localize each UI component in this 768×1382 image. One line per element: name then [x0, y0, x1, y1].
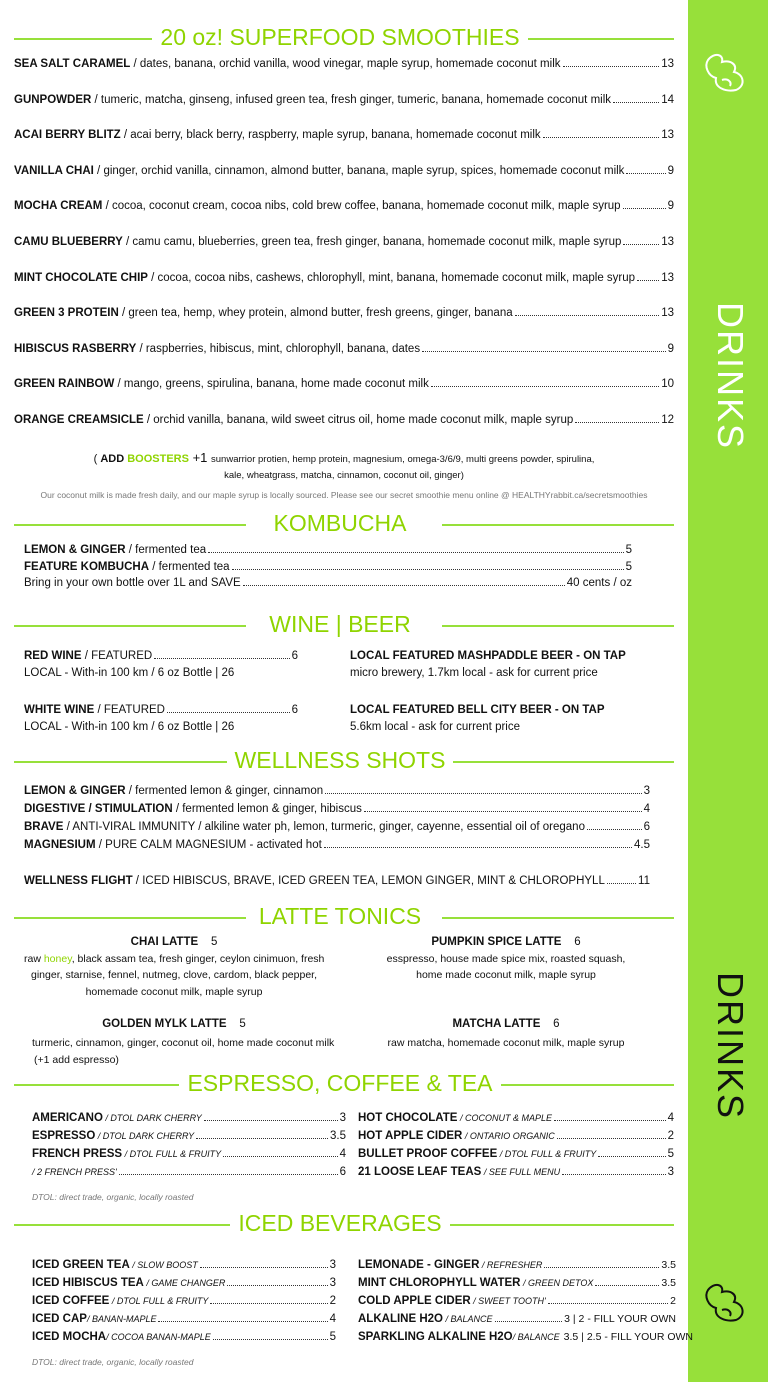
item-name: FEATURE KOMBUCHA [24, 560, 150, 573]
item-price: 5 [329, 1331, 336, 1343]
item-price: 9 [667, 164, 674, 177]
item-price: 4 [329, 1313, 336, 1325]
item-name: COLD APPLE CIDER [358, 1295, 471, 1307]
item-description: / fermented tea [125, 544, 207, 556]
white-wine-row: WHITE WINE / FEATURED 6 [24, 704, 298, 716]
pumpkin-latte-desc-1: esspresso, house made spice mix, roasted squash, [386, 953, 626, 965]
item-name: GUNPOWDER [14, 93, 92, 106]
item-description: / fermented lemon & ginger, cinnamon [125, 785, 324, 797]
wellness-flight-row: WELLNESS FLIGHT / ICED HIBISCUS, BRAVE, ICED GREEN TEA, LEMON GINGER, MINT & CHLOROPHYLL 11 [24, 875, 650, 887]
menu-item-row [358, 1312, 676, 1326]
item-description: / DTOL DARK CHERRY [95, 1131, 195, 1141]
item-price: 5 [625, 560, 632, 573]
item-price: 14 [661, 93, 674, 106]
iced-note: DTOL: direct trade, organic, locally roasted [32, 1357, 194, 1367]
red-wine-sub: LOCAL - With-in 100 km / 6 oz Bottle | 26 [24, 667, 235, 679]
menu-item-row [14, 271, 674, 285]
menu-item-row [14, 342, 674, 356]
item-description: / green tea, hemp, whey protein, almond butter, fresh greens, ginger, banana [118, 307, 513, 320]
item-description: / GAME CHANGER [143, 1278, 226, 1288]
item-price: 3 [667, 1166, 674, 1178]
item-price: 9 [667, 342, 674, 355]
rabbit-logo-icon [700, 50, 752, 94]
menu-item-row [32, 1129, 346, 1143]
menu-item-row [358, 1147, 674, 1161]
menu-item-row [32, 1258, 336, 1272]
item-price: 12 [661, 414, 674, 426]
beer-1-sub: micro brewery, 1.7km local - ask for current price [350, 667, 598, 679]
item-price: 6 [643, 821, 650, 833]
item-price: 3 [643, 785, 650, 797]
item-price: 13 [661, 129, 674, 142]
menu-item-row [32, 1330, 336, 1344]
golden-latte-desc-1: turmeric, cinnamon, ginger, coconut oil, home made coconut milk [32, 1037, 335, 1049]
golden-latte-title: GOLDEN MYLK LATTE 5 [102, 1018, 246, 1030]
item-price: 10 [661, 378, 674, 391]
white-wine-sub: LOCAL - With-in 100 km / 6 oz Bottle | 26 [24, 721, 235, 733]
item-price: 3.5 | 2.5 - FILL YOUR OWN [563, 1331, 694, 1343]
item-name: BULLET PROOF COFFEE [358, 1148, 498, 1160]
item-description: / camu camu, blueberries, green tea, fresh ginger, banana, homemade coconut milk, maple syrup [122, 236, 622, 248]
item-price: 5 [625, 544, 632, 556]
item-description: / fermented tea [149, 560, 230, 573]
item-price: 13 [661, 58, 674, 70]
item-description: / fermented lemon & ginger, hibiscus [172, 803, 362, 815]
menu-item-row [24, 838, 650, 852]
chai-latte-desc-3: homemade coconut milk, maple syrup [85, 986, 263, 998]
item-description: / 2 FRENCH PRESS' [32, 1167, 117, 1177]
item-name: VANILLA CHAI [14, 164, 94, 177]
sidebar [688, 0, 768, 1382]
item-name: BRAVE [24, 821, 64, 833]
boosters-line: ( ADD BOOSTERS +1 sunwarrior protien, hemp protein, magnesium, omega-3/6/9, multi greens powder, spirulina, [93, 450, 595, 465]
item-name: GREEN 3 PROTEIN [14, 307, 119, 320]
menu-item-row [32, 1165, 346, 1179]
item-name: DIGESTIVE / STIMULATION [24, 803, 173, 815]
pumpkin-latte-desc-2: home made coconut milk, maple syrup [416, 969, 596, 981]
section-heading-coffee: ESPRESSO, COFFEE & TEA [0, 1070, 680, 1097]
menu-item-row [32, 1111, 346, 1125]
menu-item-row [32, 1276, 336, 1290]
menu-item-row [14, 57, 674, 71]
item-price: 3.5 [661, 1277, 676, 1289]
menu-item-row [358, 1330, 694, 1344]
item-name: ICED CAP [32, 1313, 87, 1325]
item-description: / tumeric, matcha, ginseng, infused green tea, fresh ginger, tumeric, banana, homemade coconut milk [91, 93, 612, 106]
item-name: ESPRESSO [32, 1130, 96, 1142]
menu-item-row [358, 1276, 676, 1290]
item-price: 13 [661, 236, 674, 248]
section-heading-smoothies: 20 oz! SUPERFOOD SMOOTHIES [0, 24, 680, 51]
item-name: MAGNESIUM [24, 839, 96, 851]
menu-item-row [24, 820, 650, 834]
item-description: / DTOL FULL & FRUITY [109, 1296, 209, 1306]
item-description: / PURE CALM MAGNESIUM - activated hot [95, 839, 322, 851]
item-name: ORANGE CREAMSICLE [14, 414, 144, 426]
menu-item-row [14, 306, 674, 320]
section-heading-wine-beer: WINE | BEER [0, 611, 680, 638]
section-heading-kombucha: KOMBUCHA [0, 510, 680, 537]
item-price: 3.5 [661, 1259, 676, 1271]
item-description: / REFRESHER [479, 1260, 543, 1270]
menu-item-row [14, 235, 674, 249]
item-name: ICED HIBISCUS TEA [32, 1277, 144, 1289]
item-price: 3.5 [330, 1130, 346, 1142]
item-price: 3 [329, 1259, 336, 1271]
menu-item-row [24, 543, 632, 557]
item-price: 2 [329, 1295, 336, 1307]
item-description: / SWEET TOOTH' [470, 1296, 546, 1306]
item-price: 2 [667, 1130, 674, 1142]
item-price: 4 [667, 1112, 674, 1124]
menu-item-row [358, 1165, 674, 1179]
item-price: 3 | 2 - FILL YOUR OWN [564, 1313, 676, 1325]
item-description: / DTOL DARK CHERRY [102, 1113, 202, 1123]
menu-item-row [14, 128, 674, 142]
menu-item-row [14, 413, 674, 427]
menu-item-row [24, 560, 632, 574]
item-name: SEA SALT CARAMEL [14, 58, 131, 70]
item-name: HOT CHOCOLATE [358, 1112, 458, 1124]
item-description: / BALANCE [442, 1314, 493, 1324]
item-description: / SLOW BOOST [129, 1260, 198, 1270]
item-description: / cocoa, cocoa nibs, cashews, chlorophyll, mint, banana, homemade coconut milk, maple syrup [147, 271, 636, 284]
item-name: ALKALINE H2O [358, 1313, 443, 1325]
smoothie-footnote: Our coconut milk is made fresh daily, and our maple syrup is locally sourced. Please see our secret smoothie menu online @ HEALTHYrabbit.ca/secretsmoothies [40, 490, 648, 500]
item-name: SPARKLING ALKALINE H2O [358, 1331, 513, 1343]
menu-item-row [14, 164, 674, 178]
item-description: / dates, banana, orchid vanilla, wood vinegar, maple syrup, homemade coconut milk [130, 58, 561, 70]
item-name: LEMONADE - GINGER [358, 1259, 480, 1271]
item-description: / SEE FULL MENU [481, 1167, 561, 1177]
pumpkin-latte-title: PUMPKIN SPICE LATTE 6 [431, 936, 581, 948]
item-price: 2 [670, 1295, 676, 1307]
item-price: 5 [667, 1148, 674, 1160]
item-name: MINT CHOCOLATE CHIP [14, 271, 148, 284]
item-name: ICED COFFEE [32, 1295, 110, 1307]
item-price: 3 [339, 1112, 346, 1124]
item-price: 13 [661, 307, 674, 320]
item-name: FRENCH PRESS [32, 1148, 123, 1160]
item-description: / COCONUT & MAPLE [457, 1113, 552, 1123]
section-heading-latte-tonics: LATTE TONICS [0, 903, 680, 930]
item-price: 3 [329, 1277, 336, 1289]
beer-2-sub: 5.6km local - ask for current price [350, 721, 521, 733]
item-description: Bring in your own bottle over 1L and SAVE [24, 577, 241, 589]
item-description: / DTOL FULL & FRUITY [497, 1149, 597, 1159]
menu-item-row [14, 93, 674, 107]
menu-item-row [32, 1294, 336, 1308]
red-wine-row: RED WINE / FEATURED 6 [24, 650, 298, 662]
rabbit-logo-icon [700, 1280, 752, 1324]
item-description: / DTOL FULL & FRUITY [122, 1149, 222, 1159]
menu-item-row [24, 576, 632, 590]
matcha-latte-desc-1: raw matcha, homemade coconut milk, maple syrup [387, 1037, 625, 1049]
beer-2-name: LOCAL FEATURED BELL CITY BEER - ON TAP [350, 704, 605, 716]
item-description: / ONTARIO ORGANIC [462, 1131, 555, 1141]
item-description: / mango, greens, spirulina, banana, home made coconut milk [114, 378, 429, 391]
item-name: LEMON & GINGER [24, 785, 126, 797]
item-price: 9 [667, 200, 674, 213]
chai-latte-title: CHAI LATTE 5 [130, 936, 218, 948]
item-name: HOT APPLE CIDER [358, 1130, 463, 1142]
item-name: LEMON & GINGER [24, 544, 126, 556]
menu-item-row [14, 199, 674, 213]
item-price: 40 cents / oz [566, 577, 632, 589]
menu-item-row [358, 1294, 676, 1308]
item-description: / ANTI-VIRAL IMMUNITY / alkiline water ph, lemon, turmeric, ginger, cayenne, essential oil of oregano [63, 821, 585, 833]
item-description: / GREEN DETOX [520, 1278, 594, 1288]
sidebar-label-bottom: DRINKS [710, 971, 751, 1121]
item-name: AMERICANO [32, 1112, 103, 1124]
item-price: 4 [339, 1148, 346, 1160]
item-name: ACAI BERRY BLITZ [14, 129, 121, 142]
menu-item-row [24, 784, 650, 798]
chai-latte-desc-2: ginger, starnise, fennel, nutmeg, clove, cardom, black pepper, [31, 969, 317, 981]
menu-item-row [358, 1129, 674, 1143]
section-heading-wellness-shots: WELLNESS SHOTS [0, 747, 680, 774]
sidebar-label-top: DRINKS [710, 301, 751, 451]
item-name: 21 LOOSE LEAF TEAS [358, 1166, 482, 1178]
menu-item-row [32, 1147, 346, 1161]
item-description: / BANAN-MAPLE [86, 1314, 157, 1324]
item-description: / orchid vanilla, banana, wild sweet citrus oil, home made coconut milk, maple syrup [143, 414, 574, 426]
menu-item-row [358, 1111, 674, 1125]
item-name: MOCHA CREAM [14, 200, 103, 213]
item-name: ICED MOCHA [32, 1331, 107, 1343]
item-description: / COCOA BANAN-MAPLE [106, 1332, 211, 1342]
coffee-note: DTOL: direct trade, organic, locally roasted [32, 1192, 194, 1202]
item-description: / acai berry, black berry, raspberry, maple syrup, banana, homemade coconut milk [120, 129, 541, 142]
menu-item-row [358, 1258, 676, 1272]
item-price: 6 [339, 1166, 346, 1178]
beer-1-name: LOCAL FEATURED MASHPADDLE BEER - ON TAP [350, 650, 626, 662]
item-name: HIBISCUS RASBERRY [14, 342, 137, 355]
matcha-latte-title: MATCHA LATTE 6 [452, 1018, 560, 1030]
item-price: 4.5 [634, 839, 650, 851]
item-name: GREEN RAINBOW [14, 378, 115, 391]
menu-item-row [24, 802, 650, 816]
boosters-line-2: kale, wheatgrass, matcha, cinnamon, coconut oil, ginger) [224, 470, 464, 481]
menu-item-row [14, 377, 674, 391]
golden-latte-desc-2: (+1 add espresso) [34, 1054, 119, 1066]
item-name: ICED GREEN TEA [32, 1259, 130, 1271]
item-description: / ginger, orchid vanilla, cinnamon, almond butter, banana, maple syrup, spices, homemade coconut milk [93, 164, 625, 177]
item-description: / BALANCE [512, 1332, 560, 1342]
item-price: 13 [661, 271, 674, 284]
item-description: / raspberries, hibiscus, mint, chlorophyll, banana, dates [136, 342, 421, 355]
item-price: 4 [643, 803, 650, 815]
item-description: / cocoa, coconut cream, cocoa nibs, cold brew coffee, banana, homemade coconut milk, maple syrup [102, 200, 621, 213]
section-heading-iced: ICED BEVERAGES [0, 1210, 680, 1237]
menu-item-row [32, 1312, 336, 1326]
chai-latte-desc-1: raw honey, black assam tea, fresh ginger, ceylon cinimuon, fresh [24, 953, 325, 965]
item-name: CAMU BLUEBERRY [14, 236, 123, 248]
item-name: MINT CHLOROPHYLL WATER [358, 1277, 521, 1289]
